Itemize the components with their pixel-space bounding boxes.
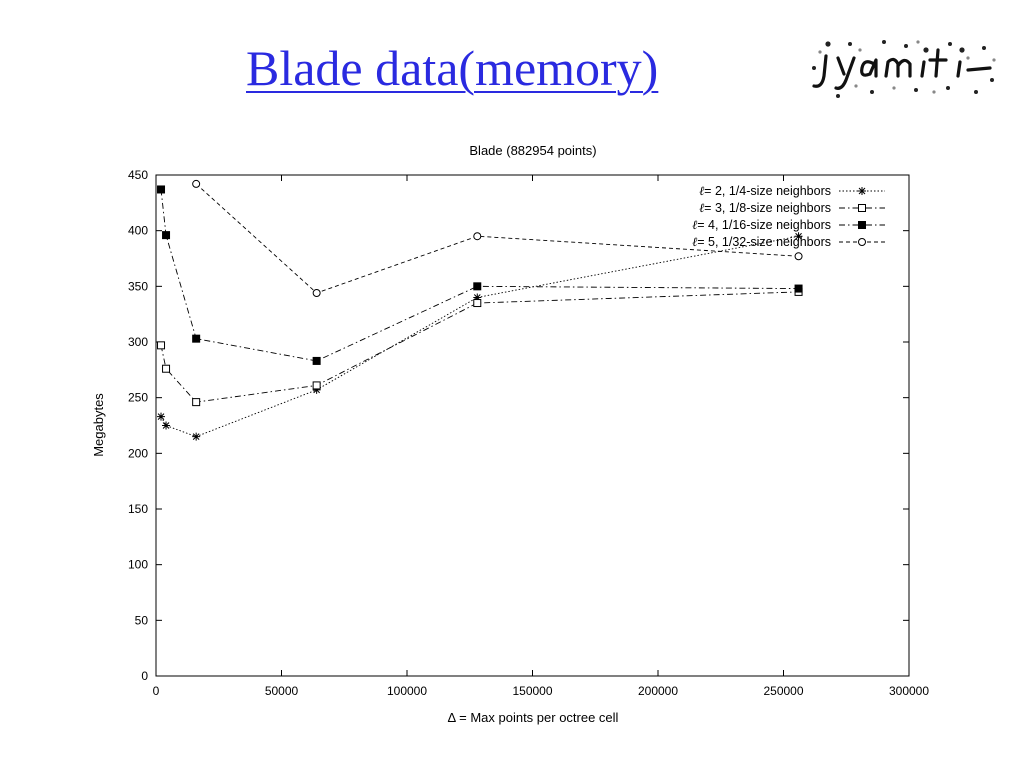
legend-entry (692, 235, 885, 249)
data-point-filled-square (158, 186, 165, 193)
legend-label (699, 201, 831, 215)
data-point-star (157, 413, 165, 421)
data-point-filled-square (193, 335, 200, 342)
series-line (161, 236, 799, 436)
legend-entry (699, 184, 885, 198)
data-point-open-circle (313, 290, 320, 297)
data-point-open-circle (795, 253, 802, 260)
data-point-open-square (193, 399, 200, 406)
data-point-open-square (474, 300, 481, 307)
legend-label (699, 184, 831, 198)
data-point-open-square (158, 342, 165, 349)
legend-label-text: = 2, 1/4-size neighbors (704, 184, 831, 198)
y-tick-label: 100 (127, 557, 148, 572)
x-axis-label (448, 710, 619, 725)
x-tick-label: 250000 (763, 684, 804, 698)
data-point-filled-square (474, 283, 481, 290)
legend-label-text: = 5, 1/32-size neighbors (697, 235, 831, 249)
x-tick-label: 300000 (888, 684, 930, 698)
series-line (161, 189, 799, 360)
data-point-open-circle (193, 180, 200, 187)
data-point-open-square (859, 205, 866, 212)
series-1 (157, 232, 803, 440)
data-point-open-square (313, 382, 320, 389)
x-tick-label: 200000 (637, 684, 679, 698)
data-point-open-circle (474, 233, 481, 240)
legend-label-symbol: ℓ (698, 201, 705, 215)
chart-title: Blade (882954 points) (469, 143, 597, 158)
x-tick-label: 100000 (386, 684, 428, 698)
data-point-filled-square (313, 357, 320, 364)
y-axis-label: Megabytes (91, 393, 106, 457)
legend-label (692, 235, 831, 249)
legend (692, 184, 885, 249)
legend-label-text: = 3, 1/8-size neighbors (704, 201, 831, 215)
y-tick-label: 250 (127, 390, 148, 405)
y-tick-label: 50 (134, 613, 148, 628)
legend-label-symbol: ℓ (692, 235, 698, 249)
data-point-open-circle (859, 239, 866, 246)
slide-title: Blade data(memory) (246, 40, 659, 96)
legend-label-symbol: ℓ (692, 218, 698, 232)
y-tick-label: 300 (127, 335, 148, 349)
data-point-star (162, 422, 170, 430)
data-point-filled-square (795, 285, 802, 292)
y-tick-label: 200 (127, 446, 148, 461)
y-tick-label: 350 (127, 279, 148, 294)
legend-entry (699, 201, 885, 215)
legend-label (692, 218, 831, 232)
data-point-filled-square (163, 232, 170, 239)
legend-entry (692, 218, 885, 232)
series-2 (158, 288, 803, 405)
y-tick-label: 150 (127, 502, 148, 516)
series-line (161, 292, 799, 402)
y-tick-label: 0 (141, 669, 148, 683)
x-tick-label: 0 (152, 684, 160, 698)
data-point-filled-square (859, 222, 866, 229)
y-tick-label: 400 (127, 223, 148, 238)
legend-label-text: = 4, 1/16-size neighbors (697, 218, 831, 232)
data-point-open-square (163, 365, 170, 372)
x-axis-label-symbol: Δ (447, 710, 456, 725)
data-point-star (858, 187, 866, 195)
x-tick-label: 150000 (512, 684, 553, 698)
x-tick-label: 50000 (264, 684, 299, 698)
data-point-star (192, 433, 200, 441)
legend-label-symbol: ℓ (698, 184, 705, 198)
y-tick-label: 450 (127, 168, 148, 182)
x-axis-label-text: = Max points per octree cell (455, 710, 619, 725)
